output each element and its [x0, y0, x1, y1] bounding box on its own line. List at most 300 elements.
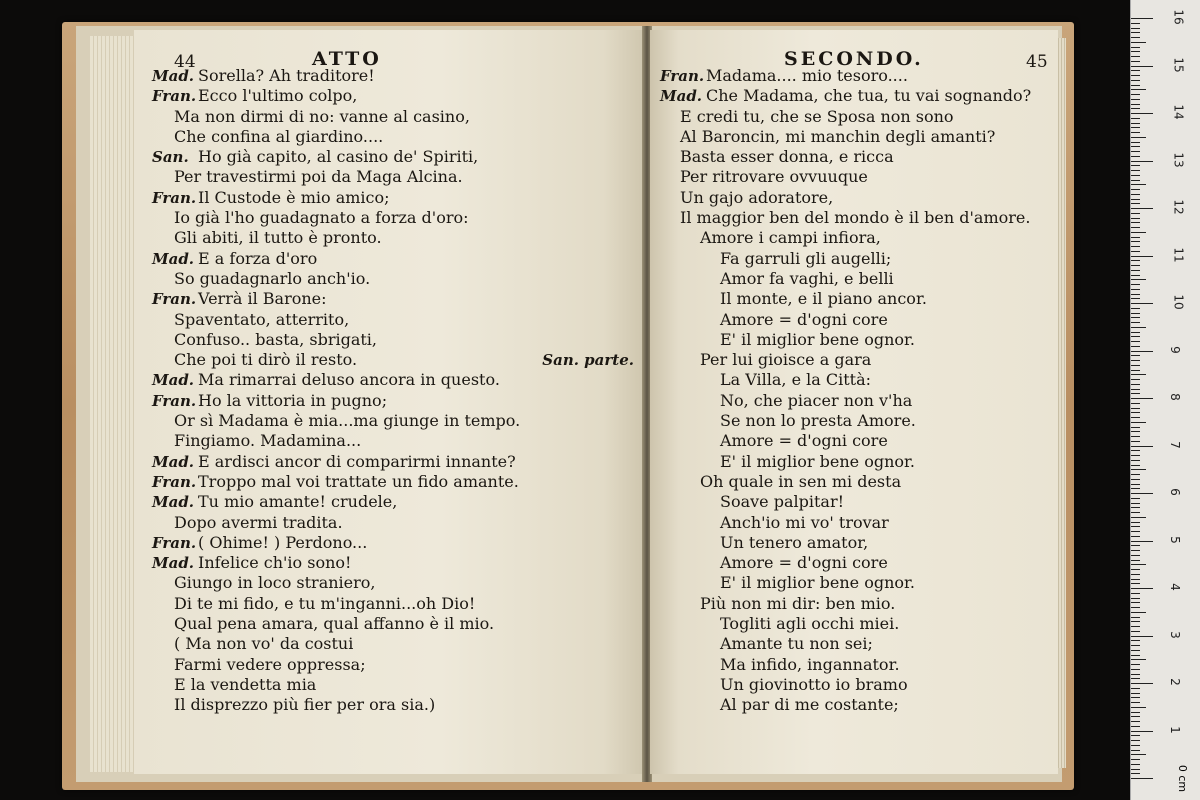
line-text: E a forza d'oro	[198, 248, 318, 268]
ruler-tick	[1131, 712, 1140, 713]
speaker-label: Mad.	[152, 67, 195, 85]
ruler-tick	[1131, 541, 1153, 542]
text-line	[650, 370, 1058, 390]
text-line	[650, 431, 1058, 451]
ruler-tick	[1131, 146, 1140, 147]
text-line	[650, 66, 1058, 86]
ruler-tick	[1131, 683, 1153, 684]
line-text: E' il miglior bene ognor.	[720, 329, 915, 349]
line-text: Farmi vedere oppressa;	[174, 654, 366, 674]
ruler-tick	[1131, 241, 1140, 242]
line-text: Amor fa vaghi, e belli	[720, 268, 894, 288]
ruler-tick	[1131, 602, 1140, 603]
text-line	[650, 289, 1058, 309]
ruler-tick	[1131, 403, 1140, 404]
line-text: Giungo in loco straniero,	[174, 573, 376, 593]
text-line	[134, 167, 644, 187]
ruler-tick	[1131, 412, 1140, 413]
ruler-tick	[1131, 593, 1140, 594]
line-text: La Villa, e la Città:	[720, 370, 872, 390]
text-line	[650, 391, 1058, 411]
ruler-tick	[1131, 279, 1146, 280]
ruler-tick	[1131, 645, 1140, 646]
speaker-label: Mad.	[152, 371, 195, 390]
line-text: Soave palpitar!	[720, 492, 845, 512]
ruler-tick	[1131, 99, 1140, 100]
text-line	[134, 289, 644, 309]
ruler-tick	[1131, 56, 1140, 57]
ruler-tick	[1131, 574, 1140, 575]
ruler-tick	[1131, 222, 1140, 223]
text-line	[650, 310, 1058, 330]
text-line	[134, 411, 644, 431]
ruler-tick	[1131, 336, 1140, 337]
ruler-tick	[1131, 218, 1140, 219]
line-text: Che poi ti dirò il resto.	[174, 350, 358, 370]
ruler-tick	[1131, 659, 1146, 660]
line-text: Qual pena amara, qual affanno è il mio.	[174, 614, 495, 634]
ruler-tick	[1131, 488, 1140, 489]
ruler-tick	[1131, 417, 1140, 418]
text-line	[650, 452, 1058, 472]
line-text: Ho già capito, al casino de' Spiriti,	[198, 147, 479, 167]
speaker-label: Mad.	[152, 554, 195, 573]
ruler-tick	[1131, 588, 1153, 589]
ruler-tick	[1131, 450, 1140, 451]
speaker-label: Mad.	[152, 249, 195, 268]
ruler-tick	[1131, 123, 1140, 124]
ruler-number: 9	[1167, 345, 1182, 354]
text-line	[134, 431, 644, 451]
ruler-tick	[1131, 355, 1140, 356]
ruler-tick	[1131, 465, 1140, 466]
ruler-tick	[1131, 32, 1140, 33]
ruler-tick	[1131, 208, 1153, 209]
ruler-tick	[1131, 664, 1140, 665]
ruler-tick	[1131, 175, 1140, 176]
line-text: Ma infido, ingannator.	[720, 654, 900, 674]
ruler-tick	[1131, 678, 1140, 679]
line-text: Al par di me costante;	[720, 695, 899, 715]
ruler-tick	[1131, 455, 1140, 456]
text-line	[134, 188, 644, 208]
ruler-tick	[1131, 327, 1146, 328]
text-line	[650, 533, 1058, 553]
line-text: Al Baroncin, mi manchin degli amanti?	[680, 126, 996, 146]
ruler-tick	[1131, 170, 1140, 171]
line-text: No, che piacer non v'ha	[720, 390, 913, 410]
ruler-tick	[1131, 427, 1140, 428]
ruler-tick	[1131, 688, 1140, 689]
ruler-tick	[1131, 389, 1140, 390]
running-head: ATTO	[312, 48, 382, 70]
text-line	[134, 107, 644, 127]
ruler-tick	[1131, 503, 1140, 504]
ruler-tick	[1131, 246, 1140, 247]
text-line	[134, 492, 644, 512]
line-text: So guadagnarlo anch'io.	[174, 268, 371, 288]
ruler-tick	[1131, 360, 1140, 361]
text-line	[134, 594, 644, 614]
speaker-label: Mad.	[152, 493, 195, 512]
ruler-number: 5	[1167, 535, 1182, 544]
ruler-tick	[1131, 142, 1140, 143]
line-text: Amante tu non sei;	[720, 634, 873, 654]
page-number: 44	[174, 52, 196, 72]
ruler-tick	[1131, 512, 1140, 513]
ruler-tick	[1131, 47, 1140, 48]
left-page	[134, 30, 644, 774]
ruler-tick	[1131, 493, 1153, 494]
ruler-tick	[1131, 607, 1140, 608]
ruler-tick	[1131, 127, 1140, 128]
line-text: Che confina al giardino....	[174, 126, 384, 146]
ruler-tick	[1131, 118, 1140, 119]
ruler-tick	[1131, 251, 1140, 252]
text-line	[650, 86, 1058, 106]
text-line	[650, 249, 1058, 269]
ruler-tick	[1131, 655, 1140, 656]
text-line	[134, 249, 644, 269]
running-head: SECONDO.	[784, 48, 924, 70]
line-text: Fa garruli gli augelli;	[720, 248, 892, 268]
text-line	[650, 330, 1058, 350]
text-line	[650, 107, 1058, 127]
text-line	[134, 228, 644, 248]
ruler-tick	[1131, 284, 1140, 285]
ruler-tick	[1131, 522, 1140, 523]
line-text: Di te mi fido, e tu m'inganni...oh Dio!	[174, 593, 476, 613]
text-line	[134, 310, 644, 330]
speaker-label: Fran.	[152, 188, 197, 207]
speaker-label: Fran.	[660, 67, 705, 85]
ruler-tick	[1131, 731, 1153, 732]
text-block	[134, 66, 644, 716]
ruler-tick	[1131, 308, 1140, 309]
ruler-tick	[1131, 484, 1140, 485]
line-text: Per lui gioisce a gara	[700, 350, 872, 370]
line-text: Or sì Madama è mia...ma giunge in tempo.	[174, 411, 521, 431]
ruler-tick	[1131, 707, 1146, 708]
ruler-tick	[1131, 374, 1146, 375]
line-text: Se non lo presta Amore.	[720, 411, 916, 431]
ruler-tick	[1131, 754, 1146, 755]
text-line	[134, 269, 644, 289]
line-text: Un tenero amator,	[720, 532, 869, 552]
ruler-tick	[1131, 265, 1140, 266]
ruler-tick	[1131, 108, 1140, 109]
ruler-tick	[1131, 702, 1140, 703]
text-line	[650, 188, 1058, 208]
line-text: Che Madama, che tua, tu vai sognando?	[706, 86, 1032, 106]
line-text: Ma rimarrai deluso ancora in questo.	[198, 370, 500, 390]
ruler-tick	[1131, 18, 1153, 19]
ruler-tick	[1131, 184, 1146, 185]
line-text: Tu mio amante! crudele,	[198, 492, 398, 512]
line-text: Oh quale in sen mi desta	[700, 471, 902, 491]
ruler-tick	[1131, 569, 1140, 570]
ruler-tick	[1131, 270, 1140, 271]
ruler-tick	[1131, 194, 1140, 195]
ruler-tick	[1131, 313, 1140, 314]
line-text: Anch'io mi vo' trovar	[720, 512, 889, 532]
ruler-tick	[1131, 697, 1140, 698]
speaker-label: Fran.	[152, 290, 197, 309]
text-line	[650, 167, 1058, 187]
ruler-tick	[1131, 759, 1140, 760]
line-text: Più non mi dir: ben mio.	[700, 593, 896, 613]
ruler-tick	[1131, 256, 1153, 257]
line-text: E ardisci ancor di comparirmi innante?	[198, 451, 516, 471]
ruler-tick	[1131, 621, 1140, 622]
text-line	[650, 614, 1058, 634]
line-text: Il monte, e il piano ancor.	[720, 289, 927, 309]
line-text: Amore = d'ogni core	[720, 309, 888, 329]
text-line	[134, 370, 644, 390]
line-text: Dopo avermi tradita.	[174, 512, 343, 532]
ruler-tick	[1131, 85, 1140, 86]
ruler-number: 4	[1167, 583, 1182, 591]
line-text: Ma non dirmi di no: vanne al casino,	[174, 106, 470, 126]
ruler-unit-label: 0 cm	[1176, 764, 1190, 793]
ruler-tick	[1131, 769, 1140, 770]
ruler-number: 16	[1171, 9, 1186, 25]
line-text: Il maggior ben del mondo è il ben d'amore.	[680, 208, 1031, 228]
ruler-number: 2	[1167, 678, 1182, 686]
line-text: Sorella? Ah traditore!	[198, 66, 375, 85]
ruler-tick	[1131, 640, 1140, 641]
ruler-tick	[1131, 28, 1140, 29]
ruler-tick	[1131, 189, 1140, 190]
text-line	[650, 634, 1058, 654]
ruler-tick	[1131, 626, 1140, 627]
speaker-label: Mad.	[660, 87, 703, 106]
line-text: Madama.... mio tesoro....	[706, 66, 908, 85]
text-line	[134, 655, 644, 675]
ruler-tick	[1131, 94, 1140, 95]
ruler-tick	[1131, 180, 1140, 181]
ruler-tick	[1131, 726, 1140, 727]
line-text: Io già l'ho guadagnato a forza d'oro:	[174, 208, 469, 228]
line-text: E credi tu, che se Sposa non sono	[680, 106, 954, 126]
text-line	[134, 675, 644, 695]
text-line	[650, 472, 1058, 492]
ruler-tick	[1131, 612, 1146, 613]
line-text: Un giovinotto io bramo	[720, 674, 908, 694]
ruler-tick	[1131, 735, 1140, 736]
ruler-tick	[1131, 70, 1140, 71]
text-line	[134, 513, 644, 533]
ruler-tick	[1131, 393, 1140, 394]
text-line	[650, 695, 1058, 715]
ruler-tick	[1131, 370, 1140, 371]
text-line	[650, 411, 1058, 431]
text-line	[650, 269, 1058, 289]
speaker-label: Mad.	[152, 452, 195, 471]
ruler-tick	[1131, 275, 1140, 276]
measuring-ruler	[1130, 0, 1200, 800]
text-line	[134, 350, 644, 370]
speaker-label: Fran.	[152, 87, 197, 106]
ruler-tick	[1131, 474, 1140, 475]
line-text: Il disprezzo più fier per ora sia.)	[174, 695, 436, 715]
page-edges-left	[90, 36, 138, 772]
ruler-tick	[1131, 431, 1140, 432]
text-line	[134, 634, 644, 654]
text-line	[134, 66, 644, 86]
text-line	[650, 492, 1058, 512]
line-text: Amore i campi infiora,	[700, 228, 881, 248]
ruler-tick	[1131, 550, 1140, 551]
text-line	[650, 675, 1058, 695]
speaker-label: Fran.	[152, 391, 197, 410]
text-line	[134, 533, 644, 553]
line-text: Per ritrovare ovvuuque	[680, 167, 868, 187]
ruler-tick	[1131, 526, 1140, 527]
ruler-tick	[1131, 745, 1140, 746]
text-line	[134, 147, 644, 167]
line-text: Amore = d'ogni core	[720, 431, 888, 451]
line-text: Fingiamo. Madamina...	[174, 431, 362, 451]
ruler-tick	[1131, 80, 1140, 81]
line-text: Gli abiti, il tutto è pronto.	[174, 228, 382, 248]
ruler-tick	[1131, 764, 1140, 765]
speaker-label: Fran.	[152, 533, 197, 552]
text-line	[134, 127, 644, 147]
text-line	[134, 472, 644, 492]
ruler-tick	[1131, 579, 1140, 580]
ruler-tick	[1131, 617, 1140, 618]
ruler-tick	[1131, 436, 1140, 437]
ruler-tick	[1131, 199, 1140, 200]
text-line	[650, 350, 1058, 370]
ruler-tick	[1131, 61, 1140, 62]
text-line	[134, 452, 644, 472]
ruler-tick	[1131, 237, 1140, 238]
text-line	[650, 553, 1058, 573]
ruler-tick	[1131, 422, 1146, 423]
ruler-tick	[1131, 469, 1146, 470]
ruler-tick	[1131, 89, 1146, 90]
ruler-tick	[1131, 441, 1140, 442]
ruler-tick	[1131, 351, 1153, 352]
ruler-tick	[1131, 317, 1140, 318]
ruler-tick	[1131, 398, 1153, 399]
ruler-tick	[1131, 545, 1140, 546]
ruler-tick	[1131, 773, 1140, 774]
speaker-label: San.	[152, 148, 189, 167]
stage-direction: San. parte.	[542, 351, 634, 370]
text-line	[134, 208, 644, 228]
text-line	[650, 655, 1058, 675]
ruler-tick	[1131, 332, 1140, 333]
ruler-tick	[1131, 260, 1140, 261]
ruler-tick	[1131, 721, 1140, 722]
ruler-tick	[1131, 132, 1140, 133]
text-line	[650, 147, 1058, 167]
ruler-tick	[1131, 650, 1140, 651]
ruler-tick	[1131, 517, 1146, 518]
text-line	[134, 614, 644, 634]
ruler-tick	[1131, 289, 1140, 290]
line-text: Confuso.. basta, sbrigati,	[174, 329, 377, 349]
line-text: Verrà il Barone:	[198, 289, 327, 309]
ruler-tick	[1131, 716, 1140, 717]
ruler-tick	[1131, 66, 1153, 67]
text-line	[134, 553, 644, 573]
text-line	[134, 86, 644, 106]
ruler-number: 11	[1171, 246, 1186, 263]
ruler-tick	[1131, 408, 1140, 409]
ruler-number: 14	[1171, 104, 1186, 120]
ruler-tick	[1131, 165, 1140, 166]
line-text: Spaventato, atterrito,	[174, 309, 350, 329]
ruler-tick	[1131, 384, 1140, 385]
open-book	[76, 26, 1062, 782]
line-text: E' il miglior bene ognor.	[720, 451, 915, 471]
ruler-tick	[1131, 531, 1140, 532]
ruler-tick	[1131, 674, 1140, 675]
ruler-tick	[1131, 583, 1140, 584]
ruler-tick	[1131, 213, 1140, 214]
line-text: ( Ma non vo' da costui	[174, 634, 354, 654]
ruler-tick	[1131, 536, 1140, 537]
line-text: Ho la vittoria in pugno;	[198, 390, 388, 410]
ruler-tick	[1131, 51, 1140, 52]
line-text: Un gajo adoratore,	[680, 187, 834, 207]
text-line	[134, 695, 644, 715]
text-line	[134, 573, 644, 593]
ruler-tick	[1131, 631, 1140, 632]
ruler-tick	[1131, 203, 1140, 204]
ruler-tick	[1131, 232, 1146, 233]
line-text: Infelice ch'io sono!	[198, 553, 352, 573]
line-text: E' il miglior bene ognor.	[720, 573, 915, 593]
ruler-number: 12	[1171, 199, 1186, 215]
ruler-tick	[1131, 669, 1140, 670]
ruler-tick	[1131, 479, 1140, 480]
ruler-number: 13	[1171, 151, 1186, 168]
ruler-tick	[1131, 227, 1140, 228]
ruler-tick	[1131, 598, 1140, 599]
line-text: Basta esser donna, e ricca	[680, 147, 894, 167]
ruler-tick	[1131, 341, 1140, 342]
ruler-tick	[1131, 113, 1153, 114]
line-text: Il Custode è mio amico;	[198, 187, 390, 207]
ruler-tick	[1131, 693, 1140, 694]
ruler-tick	[1131, 778, 1153, 779]
page-number: 45	[1026, 52, 1048, 72]
ruler-tick	[1131, 379, 1140, 380]
ruler-tick	[1131, 298, 1140, 299]
text-line	[650, 573, 1058, 593]
ruler-tick	[1131, 137, 1146, 138]
text-line	[650, 594, 1058, 614]
ruler-tick	[1131, 303, 1153, 304]
ruler-number: 6	[1167, 488, 1182, 496]
line-text: E la vendetta mia	[174, 674, 317, 694]
ruler-tick	[1131, 560, 1140, 561]
text-line	[650, 208, 1058, 228]
ruler-tick	[1131, 564, 1146, 565]
text-line	[134, 391, 644, 411]
ruler-tick	[1131, 75, 1140, 76]
speaker-label: Fran.	[152, 472, 197, 491]
ruler-number: 3	[1167, 630, 1182, 639]
ruler-tick	[1131, 498, 1140, 499]
right-page	[650, 30, 1058, 774]
ruler-number: 8	[1167, 393, 1182, 401]
